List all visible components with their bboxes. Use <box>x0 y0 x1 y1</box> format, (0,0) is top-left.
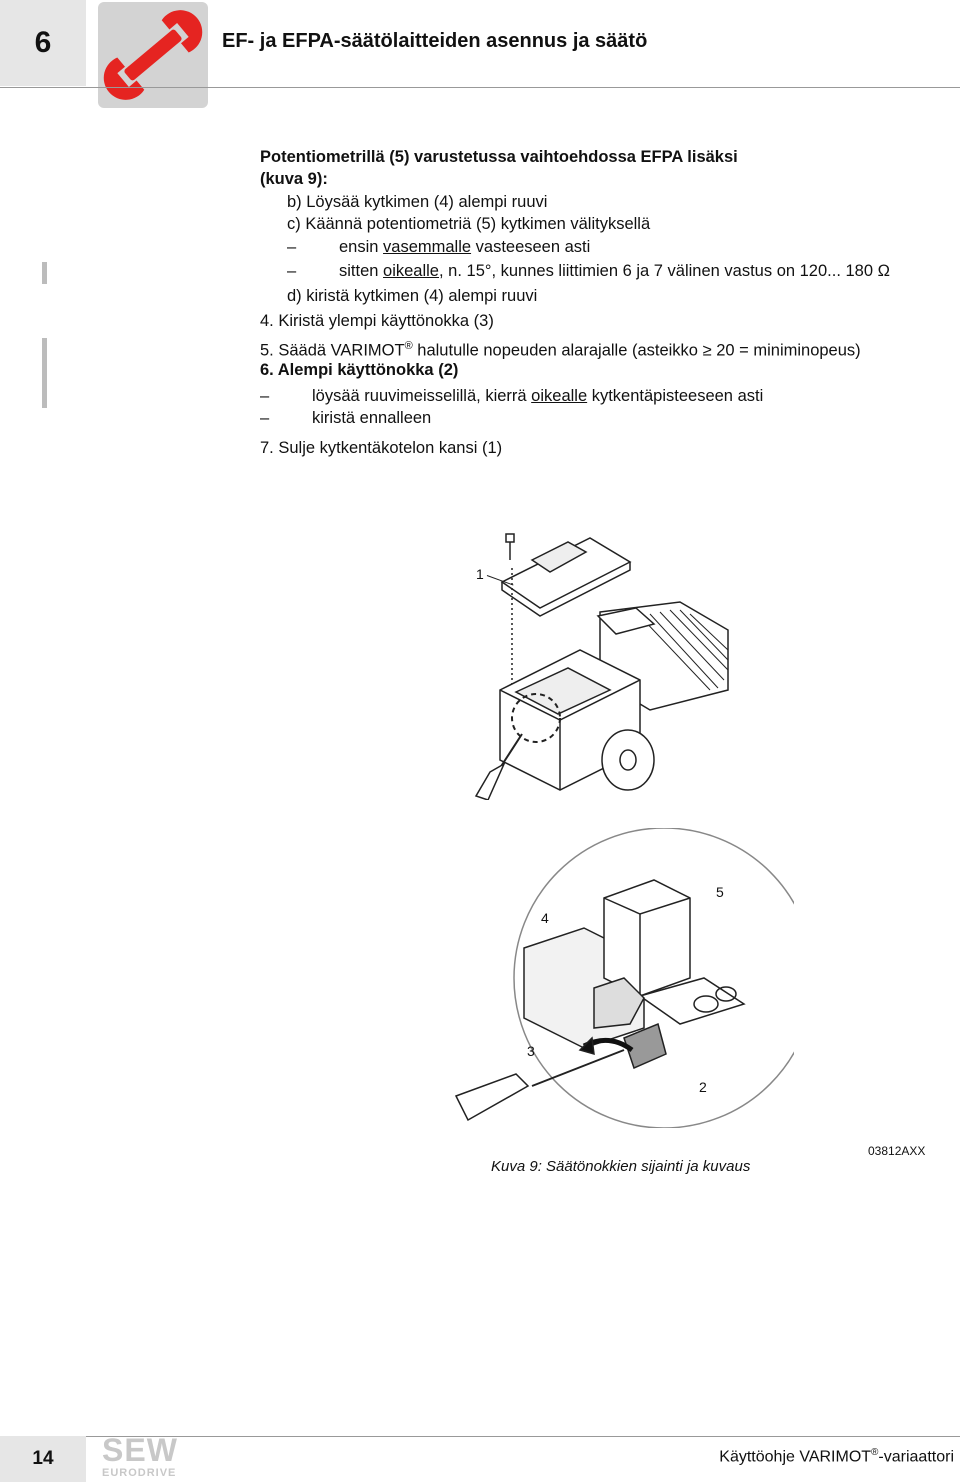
figure-code: 03812AXX <box>868 1144 926 1158</box>
callout-3: 3 <box>527 1043 535 1059</box>
text: 5. Säädä VARIMOT <box>260 341 405 360</box>
dash: – <box>260 409 270 427</box>
detail-illustration <box>444 828 794 1128</box>
step-4: 4. Kiristä ylempi käyttönokka (3) <box>260 312 494 330</box>
motor-illustration <box>440 520 760 800</box>
change-bar <box>42 338 47 408</box>
step-7: 7. Sulje kytkentäkotelon kansi (1) <box>260 439 503 457</box>
logo-bottom: EURODRIVE <box>102 1467 177 1479</box>
change-bar <box>42 262 47 284</box>
callout-4: 4 <box>541 910 549 926</box>
page-number: 14 <box>0 1436 86 1482</box>
underlined-word: oikealle <box>531 387 588 405</box>
figure-caption: Kuva 9: Säätönokkien sijainti ja kuvaus <box>491 1158 751 1175</box>
callout-1: 1 <box>476 566 484 582</box>
logo-top: SEW <box>102 1432 178 1468</box>
document-title <box>719 1447 954 1466</box>
footer-divider <box>86 1436 960 1437</box>
registered-mark: ® <box>871 1447 879 1458</box>
chapter-number: 6 <box>0 0 86 86</box>
registered-mark: ® <box>404 340 413 352</box>
text: löysää ruuvimeisselillä, kierrä <box>312 387 532 405</box>
text: , n. 15°, kunnes liittimien 6 ja 7 välinen vastus on 120... 180 Ω <box>439 262 890 280</box>
text: sitten <box>339 262 384 280</box>
heading-line-1: Potentiometrillä (5) varustetussa vaihtoehdossa EFPA lisäksi <box>260 148 738 166</box>
text: Käyttöohje VARIMOT <box>719 1448 872 1466</box>
text: halutulle nopeuden alarajalle (asteikko ≥ 20 = miniminopeus) <box>412 341 861 360</box>
step-c: c) Käännä potentiometriä (5) kytkimen välityksellä <box>287 215 651 233</box>
text: vasteeseen asti <box>471 238 591 256</box>
underlined-word: oikealle <box>383 262 439 280</box>
step-6-sub-2 <box>260 406 431 430</box>
step-c-sub-2 <box>287 259 890 283</box>
step-6: 6. Alempi käyttönokka (2) <box>260 361 459 379</box>
callout-2: 2 <box>699 1079 707 1095</box>
header-divider <box>0 87 960 88</box>
page-title: EF- ja EFPA-säätölaitteiden asennus ja säätö <box>222 30 648 52</box>
sew-eurodrive-logo <box>102 1434 208 1482</box>
text: ensin <box>339 238 384 256</box>
callout-5: 5 <box>716 884 724 900</box>
text: kiristä ennalleen <box>312 409 432 427</box>
step-c-sub-1 <box>287 235 590 259</box>
underlined-word: vasemmalle <box>383 238 472 256</box>
step-6-sub-1 <box>260 384 763 408</box>
heading-line-2: (kuva 9): <box>260 170 328 188</box>
step-d: d) kiristä kytkimen (4) alempi ruuvi <box>287 287 538 305</box>
text: -variaattori <box>878 1448 954 1466</box>
dash: – <box>287 238 297 256</box>
text: kytkentäpisteeseen asti <box>587 387 764 405</box>
wrench-icon <box>98 2 208 108</box>
step-b: b) Löysää kytkimen (4) alempi ruuvi <box>287 193 548 211</box>
dash: – <box>287 262 297 280</box>
dash: – <box>260 387 270 405</box>
